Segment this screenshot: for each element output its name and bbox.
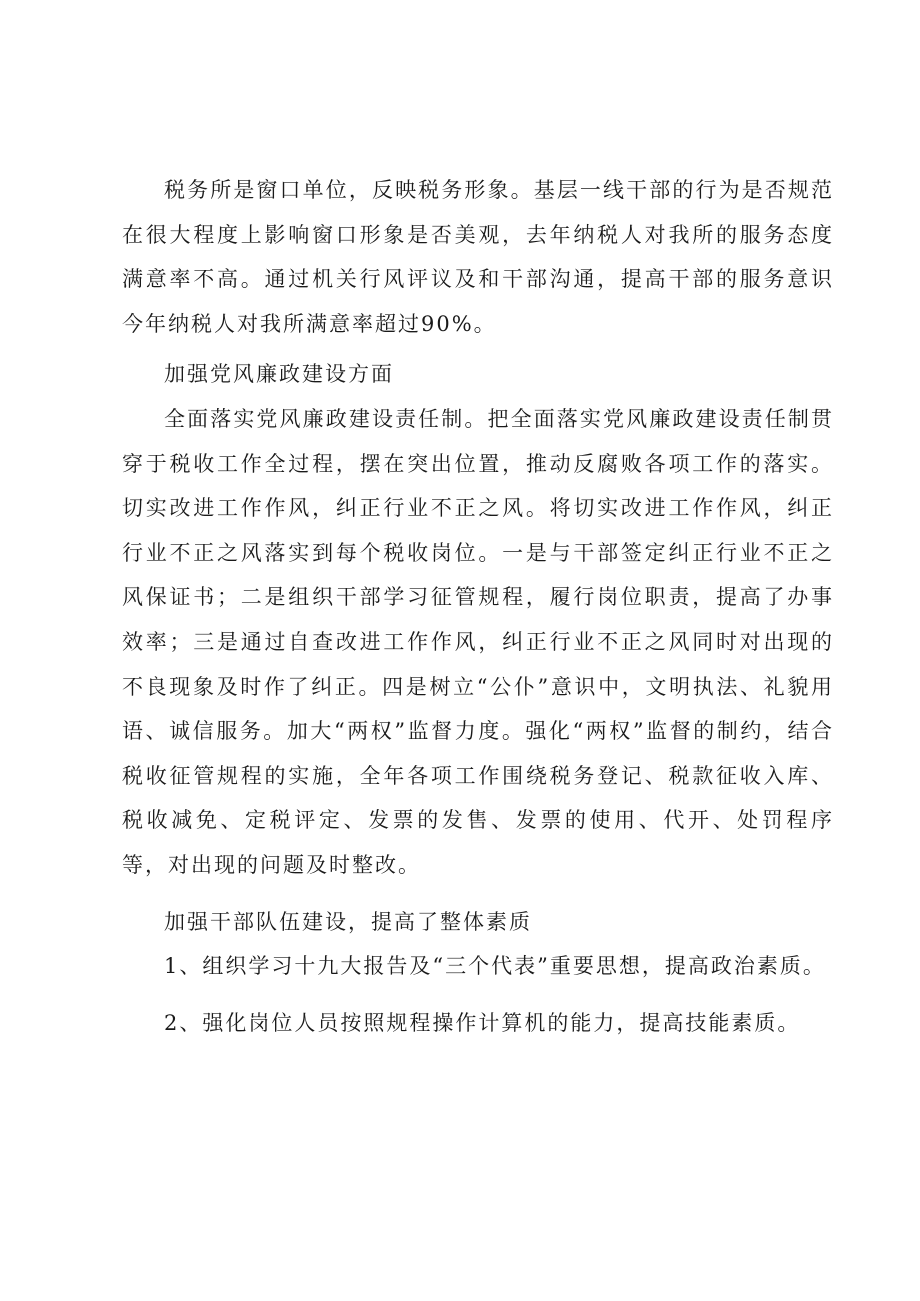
section-heading-party-conduct: 加强党风廉政建设方面 (164, 362, 394, 387)
paragraph-tax-office: 税务所是窗口单位，反映税务形象。基层一线干部的行为是否规范在很大程度上影响窗口形象是否美观，去年纳税人对我所的服务态度满意率不高。通过机关行风评议及和干部沟通，提高干部的服务意识今年纳税人对我所满意率超过90%。 (122, 178, 834, 336)
section-heading-team-building: 加强干部队伍建设，提高了整体素质 (164, 909, 532, 934)
list-item-political-study: 1、组织学习十九大报告及“三个代表”重要思想，提高政治素质。 (164, 954, 826, 979)
list-item-skills: 2、强化岗位人员按照规程操作计算机的能力，提高技能素质。 (164, 1010, 801, 1035)
document-body (122, 168, 834, 1045)
paragraph-party-conduct: 全面落实党风廉政建设责任制。把全面落实党风廉政建设责任制贯穿于税收工作全过程，摆在突出位置，推动反腐败各项工作的落实。切实改进工作作风，纠正行业不正之风。将切实改进工作作风，纠正行业不正之风落实到每个税收岗位。一是与干部签定纠正行业不正之风保证书；二是组织干部学习征管规程，履行岗位职责，提高了办事效率；三是通过自查改进工作作风，纠正行业不正之风同时对出现的不良现象及时作了纠正。四是树立“公仆”意识中，文明执法、礼貌用语、诚信服务。加大“两权”监督力度。强化“两权”监督的制约，结合税收征管规程的实施，全年各项工作围绕税务登记、税款征收入库、税收减免、定税评定、发票的发售、发票的使用、代开、处罚程序等，对出现的问题及时整改。 (122, 406, 834, 877)
